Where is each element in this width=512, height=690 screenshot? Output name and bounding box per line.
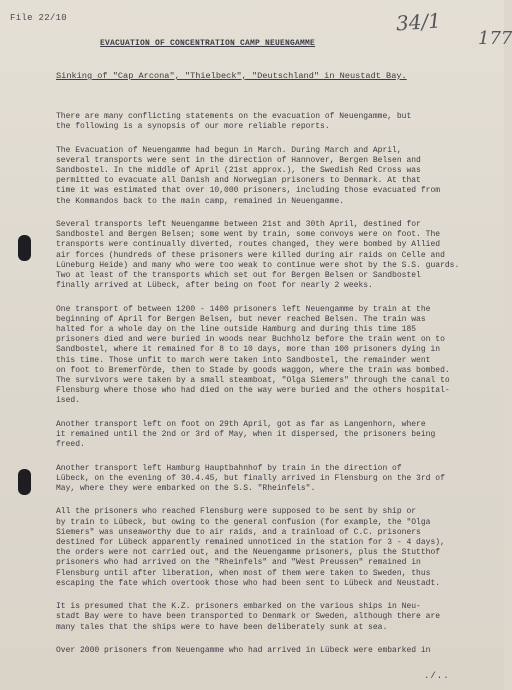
text-line: freed.	[56, 440, 85, 450]
document-title: EVACUATION OF CONCENTRATION CAMP NEUENGAMME	[100, 39, 316, 48]
text-line: this time. Those unfit to march were taken into Sandbostel, the remainder went	[56, 355, 431, 365]
text-line: Several transports left Neuengamme between 21st and 30th April, destined for	[56, 220, 421, 229]
paragraph	[56, 420, 476, 451]
paragraph	[56, 305, 476, 407]
text-line: Sandbostel, where it remained for 8 to 10 days, more than 100 prisoners dying in	[56, 345, 441, 355]
text-line: There are many conflicting statements on the evacuation of Neuengamme, but	[56, 112, 412, 121]
text-line: time it was estimated that over 10,000 prisoners, including those evacuated from	[56, 186, 441, 196]
text-line: halted for a whole day on the line outside Hamburg and during this time 185	[56, 325, 417, 335]
text-line: Lübeck, on the evening of 30.4.45, but finally arrived in Flensburg on the 3rd of	[56, 473, 445, 483]
handwritten-folio-number: 34/1	[395, 8, 442, 36]
paragraph	[56, 112, 476, 132]
text-line: Flensburg until after liberation, when most of them were taken to Sweden, thus	[56, 568, 431, 578]
document-subtitle: Sinking of "Cap Arcona", "Thielbeck", "Deutschland" in Neustadt Bay.	[56, 71, 407, 81]
text-line: It is presumed that the K.Z. prisoners embarked on the various ships in Neu-	[56, 602, 421, 612]
text-line: stadt Bay were to have been transported to Denmark or Sweden, although there are	[56, 612, 441, 622]
paragraph	[56, 602, 476, 633]
text-line: transports were continually diverted, routes changed, they were bombed by Allied	[56, 240, 441, 250]
text-line: Flensburg where those who had died on the way were buried and the others hospital-	[56, 386, 450, 396]
text-line: finally arrived at Lübeck, after being on foot for nearly 2 weeks.	[56, 281, 373, 291]
text-line: The survivors were taken by a small steamboat, "Olga Siemers" through the canal to	[56, 376, 450, 386]
text-line: All the prisoners who reached Flensburg were supposed to be sent by ship or	[56, 507, 417, 517]
text-line: Another transport left on foot on 29th April, got as far as Langenhorn, where	[56, 419, 426, 429]
text-line: beginning of April for Bergen Belsen, but never reached Belsen. The train was	[56, 314, 426, 324]
text-line: it remained until the 2nd or 3rd of May, when it dispersed, the prisoners being	[56, 430, 436, 440]
text-line: on foot to Bremerförde, then to Stade by goods waggon, where the train was bombed.	[56, 365, 450, 375]
text-line: The Evacuation of Neuengamme had begun in March. During March and April,	[56, 145, 402, 155]
text-line: permitted to evacuate all Danish and Norwegian prisoners to Denmark. At that	[56, 176, 421, 186]
text-line: prisoners died and were buried in woods near Buchholz before the train went on to	[56, 335, 445, 345]
handwritten-page-number: 177	[478, 28, 512, 49]
text-line: Lüneburg Heide) and many who were too weak to continue were shot by the S.S. guards.	[56, 260, 460, 270]
text-line: Over 2000 prisoners from Neuengamme who had arrived in Lübeck were embarked in	[56, 646, 431, 656]
text-line: Another transport left Hamburg Hauptbahnhof by train in the direction of	[56, 463, 402, 473]
punch-hole-icon	[18, 469, 31, 495]
punch-hole-icon	[18, 235, 31, 261]
continuation-mark: ./..	[424, 671, 450, 681]
text-line: escaping the fate which overtook those who had been sent to Lübeck and Neustadt.	[56, 578, 441, 588]
text-line: One transport of between 1200 - 1400 prisoners left Neuengamme by train at the	[56, 304, 431, 314]
text-line: the following is a synopsis of our more reliable reports.	[56, 122, 330, 132]
text-line: several transports were sent in the direction of Hannover, Bergen Belsen and	[56, 155, 421, 165]
paragraph	[56, 146, 476, 207]
text-line: Sandbostel and Bergen Belsen; some went by train, some convoys were on foot. The	[56, 230, 441, 240]
text-line: by train to Lübeck, but owing to the general confusion (for example, the "Olga	[56, 517, 431, 527]
text-line: the Kommandos back to the main camp, remained in Neuengamme.	[56, 196, 345, 206]
text-line: the orders were not carried out, and the Neuengamme prisoners, plus the Stutthof	[56, 548, 441, 558]
text-line: Two at least of the transports which set out for Bergen Belsen or Sandbostel	[56, 271, 421, 281]
text-line: May, where they were embarked on the S.S. "Rheinfels".	[56, 484, 316, 494]
paragraph	[56, 464, 476, 495]
text-line: ised.	[56, 396, 81, 406]
paragraph	[56, 507, 476, 589]
paragraph	[56, 646, 476, 656]
paragraph	[56, 220, 476, 291]
text-line: many tales that the ships were to have been deliberately sunk at sea.	[56, 622, 388, 632]
document-body	[56, 112, 476, 669]
text-line: air forces (hundreds of these prisoners were killed during air raids on Celle and	[56, 250, 445, 260]
text-line: Siemers" was unseaworthy due to air raids, and a trainload of C.C. prisoners	[56, 527, 421, 537]
text-line: prisoners who had arrived on the "Rheinfels" and "West Preussen" remained in	[56, 558, 421, 568]
file-reference: File 22/10	[10, 13, 68, 23]
text-line: destined for Lübeck apparently remained unnoticed in the station for 3 - 4 days),	[56, 538, 445, 548]
text-line: Sandbostel. In the middle of April (21st approx.), the Swedish Red Cross was	[56, 166, 421, 175]
